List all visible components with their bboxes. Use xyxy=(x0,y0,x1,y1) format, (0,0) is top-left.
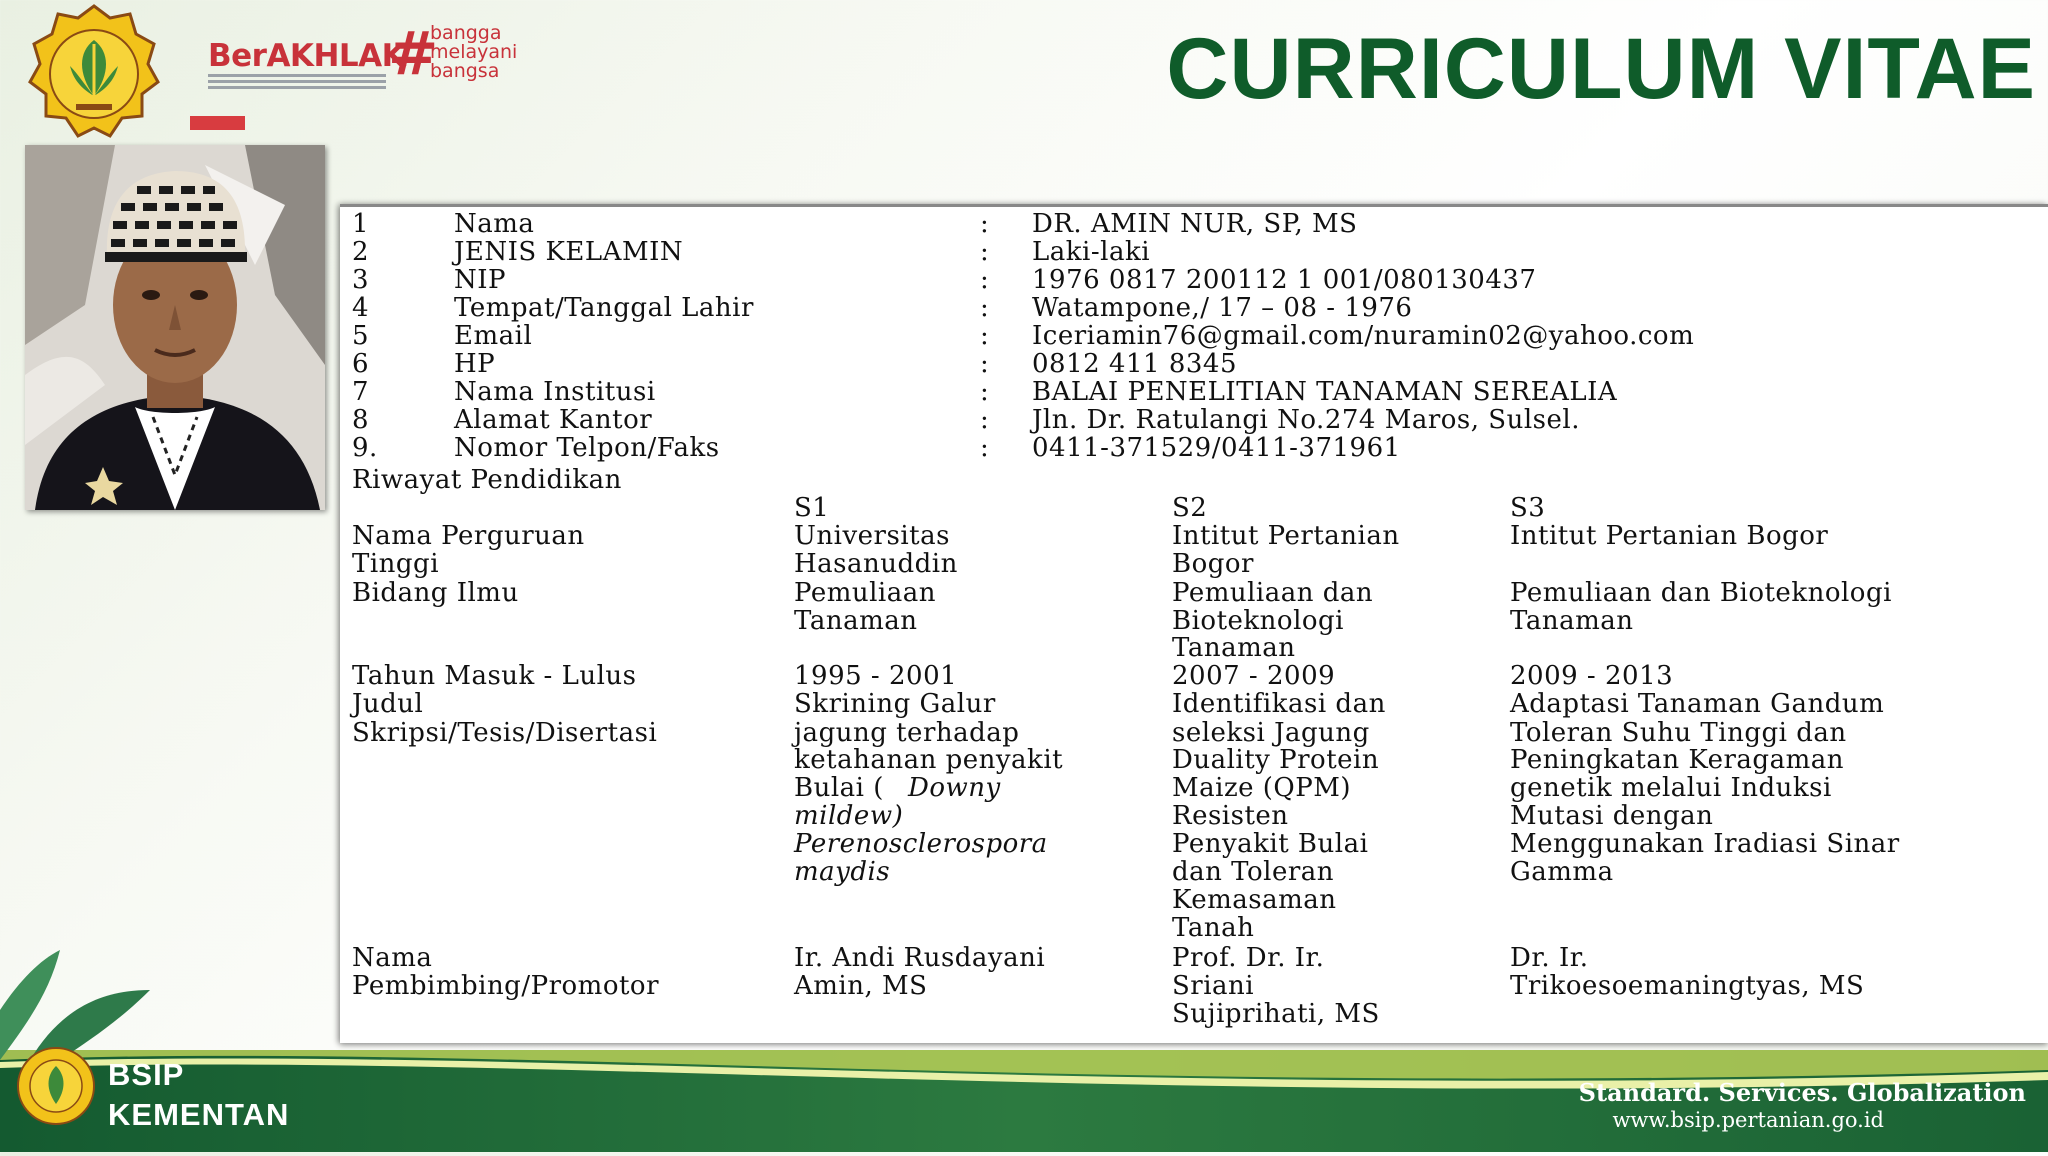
hash-icon: # xyxy=(388,19,439,89)
s3-advisor: Dr. Ir. xyxy=(1510,943,1589,973)
row-label-thesis: Judul xyxy=(352,689,424,719)
s3-thesis: Gamma xyxy=(1510,857,1614,887)
bsip-logo xyxy=(16,1046,96,1126)
s2-thesis: Duality Protein xyxy=(1172,745,1380,775)
s2-field: Bioteknologi xyxy=(1172,606,1344,636)
s1-thesis: Skrining Galur xyxy=(794,689,996,719)
separator: : xyxy=(980,349,990,379)
s2-institution: Bogor xyxy=(1172,549,1254,579)
row-label-institution: Nama Perguruan xyxy=(352,521,585,551)
s3-thesis: genetik melalui Induksi xyxy=(1510,773,1832,803)
row-number: 8 xyxy=(352,405,370,435)
s1-thesis: ketahanan penyakit xyxy=(794,745,1064,775)
berakhlak-wordmark: BerAKHLAK xyxy=(208,38,406,74)
identity-value: 0411-371529/0411-371961 xyxy=(1032,433,1401,463)
identity-label: JENIS KELAMIN xyxy=(454,237,684,267)
s1-thesis: Bulai ( xyxy=(794,773,884,803)
s2-field: Pemuliaan dan xyxy=(1172,578,1374,608)
s3-thesis: Adaptasi Tanaman Gandum xyxy=(1510,689,1885,719)
s1-years: 1995 - 2001 xyxy=(794,661,958,691)
s2-advisor: Sriani xyxy=(1172,971,1255,1001)
s3-years: 2009 - 2013 xyxy=(1510,661,1674,691)
level-header-s2: S2 xyxy=(1172,493,1208,523)
identity-value: Watampone,/ 17 – 08 - 1976 xyxy=(1032,293,1413,323)
row-number: 7 xyxy=(352,377,370,407)
identity-label: Nomor Telpon/Faks xyxy=(454,433,720,463)
s1-thesis-italic: maydis xyxy=(794,857,891,887)
row-label-advisor: Pembimbing/Promotor xyxy=(352,971,660,1001)
berakhlak-logo xyxy=(200,18,530,98)
row-label-field: Bidang Ilmu xyxy=(352,578,519,608)
row-label-advisor: Nama xyxy=(352,943,433,973)
s1-advisor: Ir. Andi Rusdayani xyxy=(794,943,1046,973)
bsip-org-name: BSIP KEMENTAN xyxy=(108,1057,290,1132)
s3-thesis: Toleran Suhu Tinggi dan xyxy=(1510,718,1847,748)
accent-bar xyxy=(190,116,245,130)
row-number: 1 xyxy=(352,209,370,239)
separator: : xyxy=(980,237,990,267)
level-header-s3: S3 xyxy=(1510,493,1546,523)
s1-thesis: jagung terhadap xyxy=(794,718,1020,748)
identity-value: BALAI PENELITIAN TANAMAN SEREALIA xyxy=(1032,377,1618,407)
leaf-decoration xyxy=(0,950,200,1060)
separator: : xyxy=(980,293,990,323)
row-number: 2 xyxy=(352,237,370,267)
identity-label: Email xyxy=(454,321,533,351)
s2-years: 2007 - 2009 xyxy=(1172,661,1336,691)
s1-field: Tanaman xyxy=(794,606,918,636)
s2-thesis: Kemasaman xyxy=(1172,885,1337,915)
identity-label: Nama Institusi xyxy=(454,377,656,407)
s3-field: Pemuliaan dan Bioteknologi xyxy=(1510,578,1892,608)
s1-field: Pemuliaan xyxy=(794,578,936,608)
identity-value: 1976 0817 200112 1 001/080130437 xyxy=(1032,265,1537,295)
separator: : xyxy=(980,209,990,239)
s1-institution: Universitas xyxy=(794,521,950,551)
berakhlak-subtext xyxy=(208,74,386,92)
s2-thesis: Identifikasi dan xyxy=(1172,689,1386,719)
email-value: Iceriamin76@gmail.com/nuramin02@yahoo.com xyxy=(1032,321,1695,351)
row-number: 3 xyxy=(352,265,370,295)
row-number: 9. xyxy=(352,433,378,463)
s2-thesis: dan Toleran xyxy=(1172,857,1335,887)
s2-advisor: Prof. Dr. Ir. xyxy=(1172,943,1325,973)
identity-value: Jln. Dr. Ratulangi No.274 Maros, Sulsel. xyxy=(1032,405,1580,435)
identity-label: HP xyxy=(454,349,496,379)
identity-label: Alamat Kantor xyxy=(454,405,653,435)
s3-advisor: Trikoesoemaningtyas, MS xyxy=(1510,971,1865,1001)
berakhlak-tagline: bangga melayani bangsa xyxy=(430,22,518,82)
s2-field: Tanaman xyxy=(1172,633,1296,663)
s2-advisor: Sujiprihati, MS xyxy=(1172,999,1380,1029)
row-number: 6 xyxy=(352,349,370,379)
education-heading: Riwayat Pendidikan xyxy=(352,465,622,495)
separator: : xyxy=(980,405,990,435)
identity-value: 0812 411 8345 xyxy=(1032,349,1237,379)
identity-label: NIP xyxy=(454,265,507,295)
s3-thesis: Menggunakan Iradiasi Sinar xyxy=(1510,829,1900,859)
footer-slogan: Standard. Services. Globalization xyxy=(1578,1078,2026,1107)
separator: : xyxy=(980,321,990,351)
page-title: CURRICULUM VITAE xyxy=(1166,21,2036,117)
s3-thesis: Mutasi dengan xyxy=(1510,801,1714,831)
s1-thesis-italic: mildew) xyxy=(794,801,904,831)
row-label-thesis: Skripsi/Tesis/Disertasi xyxy=(352,718,658,748)
kementan-logo xyxy=(20,4,168,144)
s3-institution: Intitut Pertanian Bogor xyxy=(1510,521,1829,551)
s1-advisor: Amin, MS xyxy=(794,971,928,1001)
s2-thesis: Tanah xyxy=(1172,913,1255,943)
identity-value: Laki-laki xyxy=(1032,237,1151,267)
s1-institution: Hasanuddin xyxy=(794,549,958,579)
identity-value: DR. AMIN NUR, SP, MS xyxy=(1032,209,1358,239)
s2-thesis: Penyakit Bulai xyxy=(1172,829,1369,859)
s3-thesis: Peningkatan Keragaman xyxy=(1510,745,1844,775)
row-number: 5 xyxy=(352,321,370,351)
level-header-s1: S1 xyxy=(794,493,830,523)
s1-thesis-italic: Perenosclerospora xyxy=(794,829,1048,859)
cv-document xyxy=(340,204,2048,1043)
footer-url: www.bsip.pertanian.go.id xyxy=(1612,1108,1884,1132)
s2-institution: Intitut Pertanian xyxy=(1172,521,1400,551)
identity-label: Tempat/Tanggal Lahir xyxy=(454,293,754,323)
s3-field: Tanaman xyxy=(1510,606,1634,636)
separator: : xyxy=(980,377,990,407)
separator: : xyxy=(980,433,990,463)
s1-thesis-italic: Downy xyxy=(908,773,1001,803)
identity-label: Nama xyxy=(454,209,535,239)
portrait-photo xyxy=(25,145,325,510)
separator: : xyxy=(980,265,990,295)
s2-thesis: Resisten xyxy=(1172,801,1289,831)
s2-thesis: seleksi Jagung xyxy=(1172,718,1370,748)
row-label-institution: Tinggi xyxy=(352,549,440,579)
s2-thesis: Maize (QPM) xyxy=(1172,773,1352,803)
row-label-years: Tahun Masuk - Lulus xyxy=(352,661,637,691)
row-number: 4 xyxy=(352,293,370,323)
